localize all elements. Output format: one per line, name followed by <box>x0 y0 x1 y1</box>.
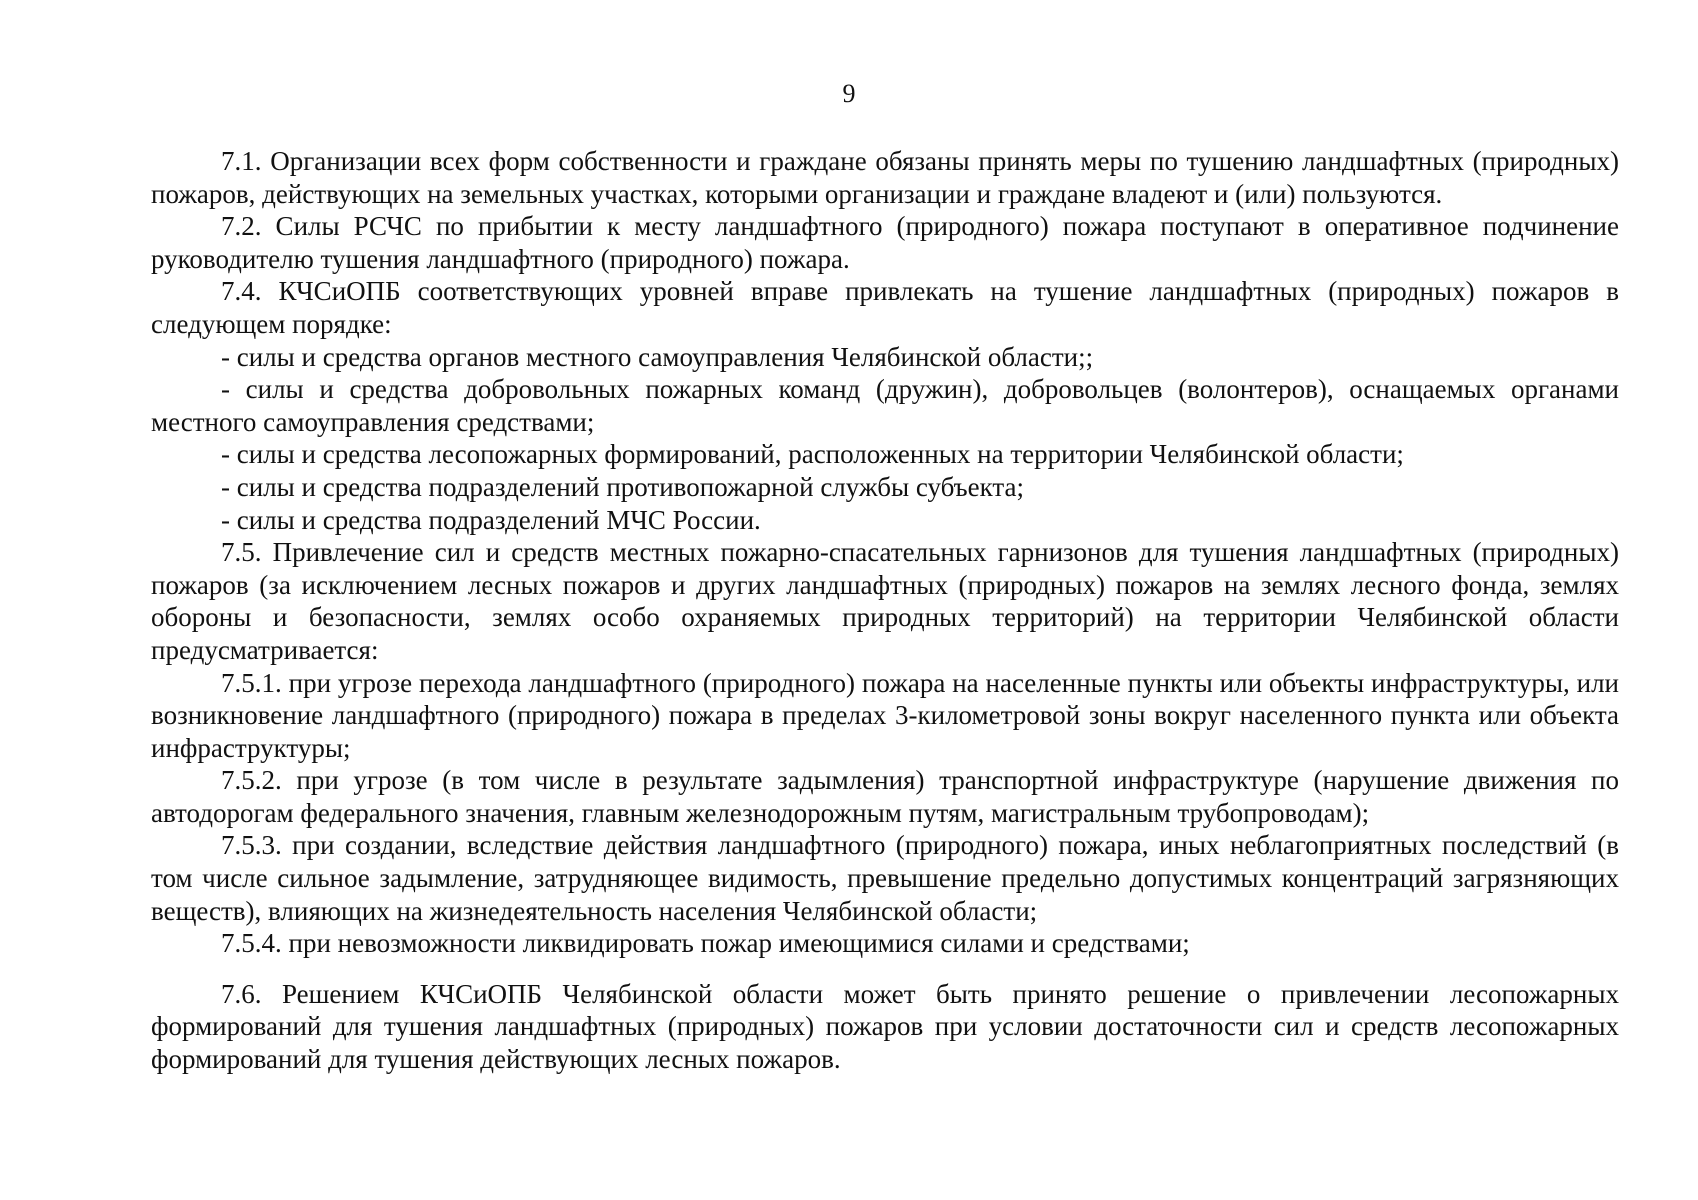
list-item-forest-fire-units: - силы и средства лесопожарных формирований, расположенных на территории Челябинской области; <box>221 439 1404 470</box>
document-body <box>151 145 1619 1076</box>
page-number: 9 <box>842 79 856 108</box>
paragraph-7-5-2: 7.5.2. при угрозе (в том числе в результате задымления) транспортной инфраструктуре (нарушение движения по автодорогам федерального значения, главным железнодорожным путям, магистральным трубопроводам); <box>151 765 1619 828</box>
paragraph-7-6: 7.6. Решением КЧСиОПБ Челябинской области может быть принято решение о привлечении лесопожарных формирований для тушения ландшафтных (природных) пожаров при условии достаточности сил и средств лесопожарных формирований для тушения действующих лесных пожаров. <box>151 978 1619 1075</box>
paragraph-7-5-1: 7.5.1. при угрозе перехода ландшафтного (природного) пожара на населенные пункты или объекты инфраструктуры, или возникновение ландшафтного (природного) пожара в пределах 3-километровой зоны вокруг населенного пункта или объекта инфраструктуры; <box>151 667 1619 763</box>
paragraph-7-4: 7.4. КЧСиОПБ соответствующих уровней вправе привлекать на тушение ландшафтных (природных) пожаров в следующем порядке: <box>151 276 1619 339</box>
paragraph-7-2: 7.2. Силы РСЧС по прибытии к месту ландшафтного (природного) пожара поступают в оперативное подчинение руководителю тушения ландшафтного (природного) пожара. <box>151 211 1619 274</box>
list-item-emercom-units: - силы и средства подразделений МЧС России. <box>221 504 761 535</box>
list-item-regional-fire-service: - силы и средства подразделений противопожарной службы субъекта; <box>221 471 1024 502</box>
paragraph-7-5: 7.5. Привлечение сил и средств местных пожарно-спасательных гарнизонов для тушения ландшафтных (природных) пожаров (за исключением лесных пожаров и других ландшафтных (природных) пожаров на землях лесного фонда, землях обороны и безопасности, землях особо охраняемых природных территорий) на территории Челябинской области предусматривается: <box>151 537 1619 665</box>
list-item-volunteer-teams: - силы и средства добровольных пожарных команд (дружин), добровольцев (волонтеров), оснащаемых органами местного самоуправления средствами; <box>151 374 1619 437</box>
paragraph-7-5-3: 7.5.3. при создании, вследствие действия ландшафтного (природного) пожара, иных неблагоприятных последствий (в том числе сильное задымление, затрудняющее видимость, превышение предельно допустимых концентраций загрязняющих веществ), влияющих на жизнедеятельность населения Челябинской области; <box>151 830 1619 926</box>
paragraph-7-5-4: 7.5.4. при невозможности ликвидировать пожар имеющимися силами и средствами; <box>221 928 1190 959</box>
paragraph-7-1: 7.1. Организации всех форм собственности и граждане обязаны принять меры по тушению ландшафтных (природных) пожаров, действующих на земельных участках, которыми организации и граждане владеют и (или) пользуются. <box>151 146 1619 209</box>
list-item-local-government: - силы и средства органов местного самоуправления Челябинской области;; <box>221 341 1094 372</box>
